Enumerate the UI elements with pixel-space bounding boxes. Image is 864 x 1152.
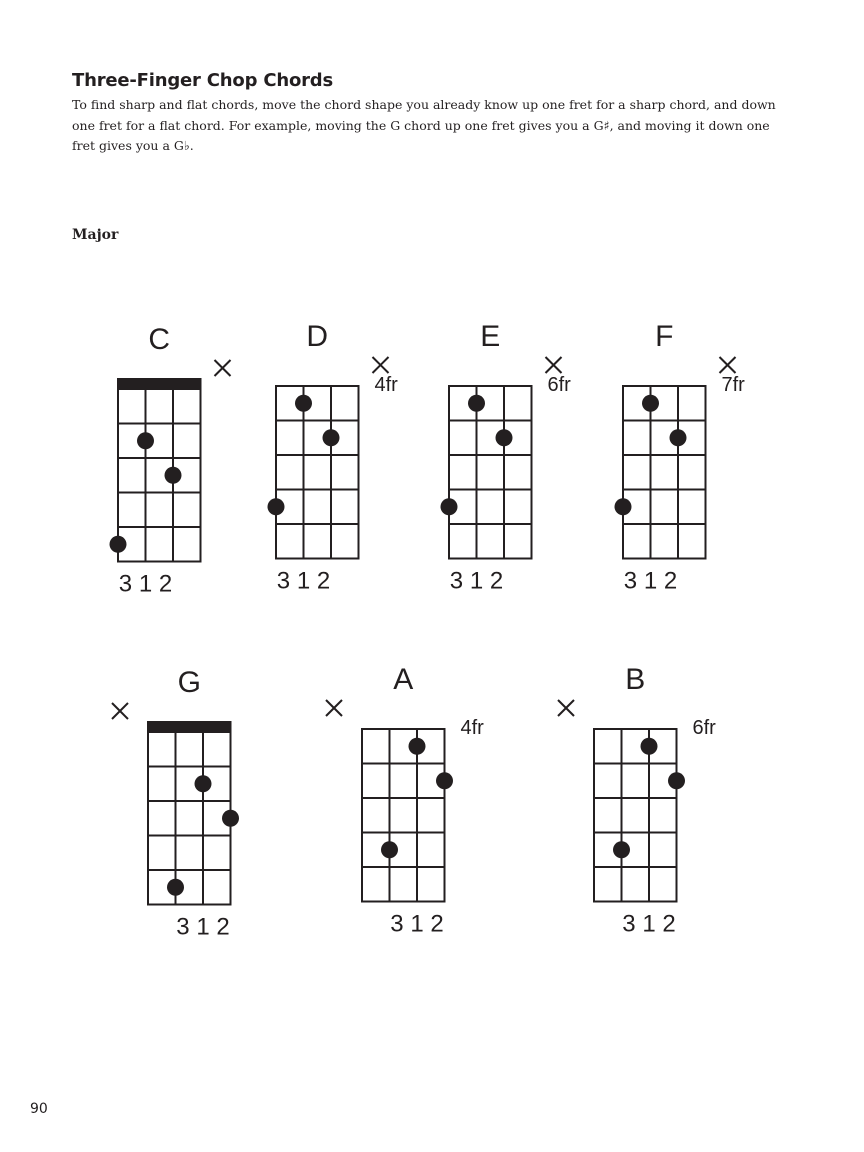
chord-c-nut — [117, 378, 202, 389]
chord-e-finger-dot — [496, 429, 513, 446]
chord-c-finger-dot — [165, 467, 182, 484]
chord-d-finger-dot — [323, 429, 340, 446]
chord-f-finger-dot — [615, 498, 632, 515]
chord-d-diagram — [268, 320, 399, 595]
chord-a-finger-dot — [436, 772, 453, 789]
chord-g-finger-dot — [167, 879, 184, 896]
chord-c-name: C — [148, 323, 171, 356]
chord-d-position-label: 4fr — [374, 374, 398, 396]
chord-e-diagram — [441, 320, 572, 595]
chord-g-fingering: 3 1 2 — [176, 913, 230, 941]
chord-b-fingering: 3 1 2 — [622, 910, 676, 938]
chord-b-finger-dot — [668, 772, 685, 789]
chord-e-position-label: 6fr — [547, 374, 571, 396]
intro-paragraph: To find sharp and flat chords, move the chord shape you already know up one fret for a sharp chord, and down one fret for a flat chord. For example, moving the G chord up one fret gives you a G♯, and moving it down one fret gives you a G♭. — [72, 97, 776, 153]
chord-e-fingering: 3 1 2 — [449, 567, 504, 595]
chord-e-name: E — [480, 320, 501, 353]
chord-a-name: A — [393, 663, 414, 696]
page-title: Three-Finger Chop Chords — [72, 70, 333, 91]
chord-e-muted-x-icon — [546, 357, 562, 373]
chord-b-muted-x-icon — [558, 700, 574, 716]
chord-f-diagram — [615, 320, 746, 595]
chord-b-finger-dot — [641, 738, 658, 755]
chord-c-finger-dot — [137, 432, 154, 449]
chord-e-finger-dot — [441, 498, 458, 515]
chord-g-muted-x-icon — [112, 703, 128, 719]
chord-a-finger-dot — [381, 841, 398, 858]
chord-c-fingering: 3 1 2 — [118, 570, 173, 598]
chord-f-finger-dot — [642, 395, 659, 412]
chord-g-nut — [147, 721, 232, 732]
page-number: 90 — [30, 1101, 48, 1117]
section-heading: Major — [72, 227, 119, 243]
chord-b-position-label: 6fr — [692, 717, 716, 739]
chord-f-name: F — [655, 320, 674, 353]
chord-a-fingering: 3 1 2 — [390, 910, 444, 938]
chord-c-muted-x-icon — [215, 360, 231, 376]
chord-c-diagram — [110, 323, 231, 598]
chord-g-finger-dot — [222, 810, 239, 827]
chord-d-name: D — [306, 320, 329, 353]
chord-f-fingering: 3 1 2 — [623, 567, 678, 595]
chord-a-muted-x-icon — [326, 700, 342, 716]
chord-f-finger-dot — [670, 429, 687, 446]
chord-b-diagram — [558, 663, 716, 938]
chord-a-position-label: 4fr — [460, 717, 484, 739]
chord-g-diagram — [112, 666, 239, 941]
chord-d-fingering: 3 1 2 — [276, 567, 331, 595]
chord-a-finger-dot — [409, 738, 426, 755]
chord-e-finger-dot — [468, 395, 485, 412]
chord-f-muted-x-icon — [720, 357, 736, 373]
chord-d-finger-dot — [268, 498, 285, 515]
chord-b-finger-dot — [613, 841, 630, 858]
chord-d-finger-dot — [295, 395, 312, 412]
chord-d-muted-x-icon — [373, 357, 389, 373]
chord-f-position-label: 7fr — [721, 374, 745, 396]
chord-a-diagram — [326, 663, 484, 938]
chord-c-finger-dot — [110, 536, 127, 553]
chord-b-name: B — [625, 663, 646, 696]
chord-g-finger-dot — [195, 775, 212, 792]
chord-g-name: G — [177, 666, 201, 699]
